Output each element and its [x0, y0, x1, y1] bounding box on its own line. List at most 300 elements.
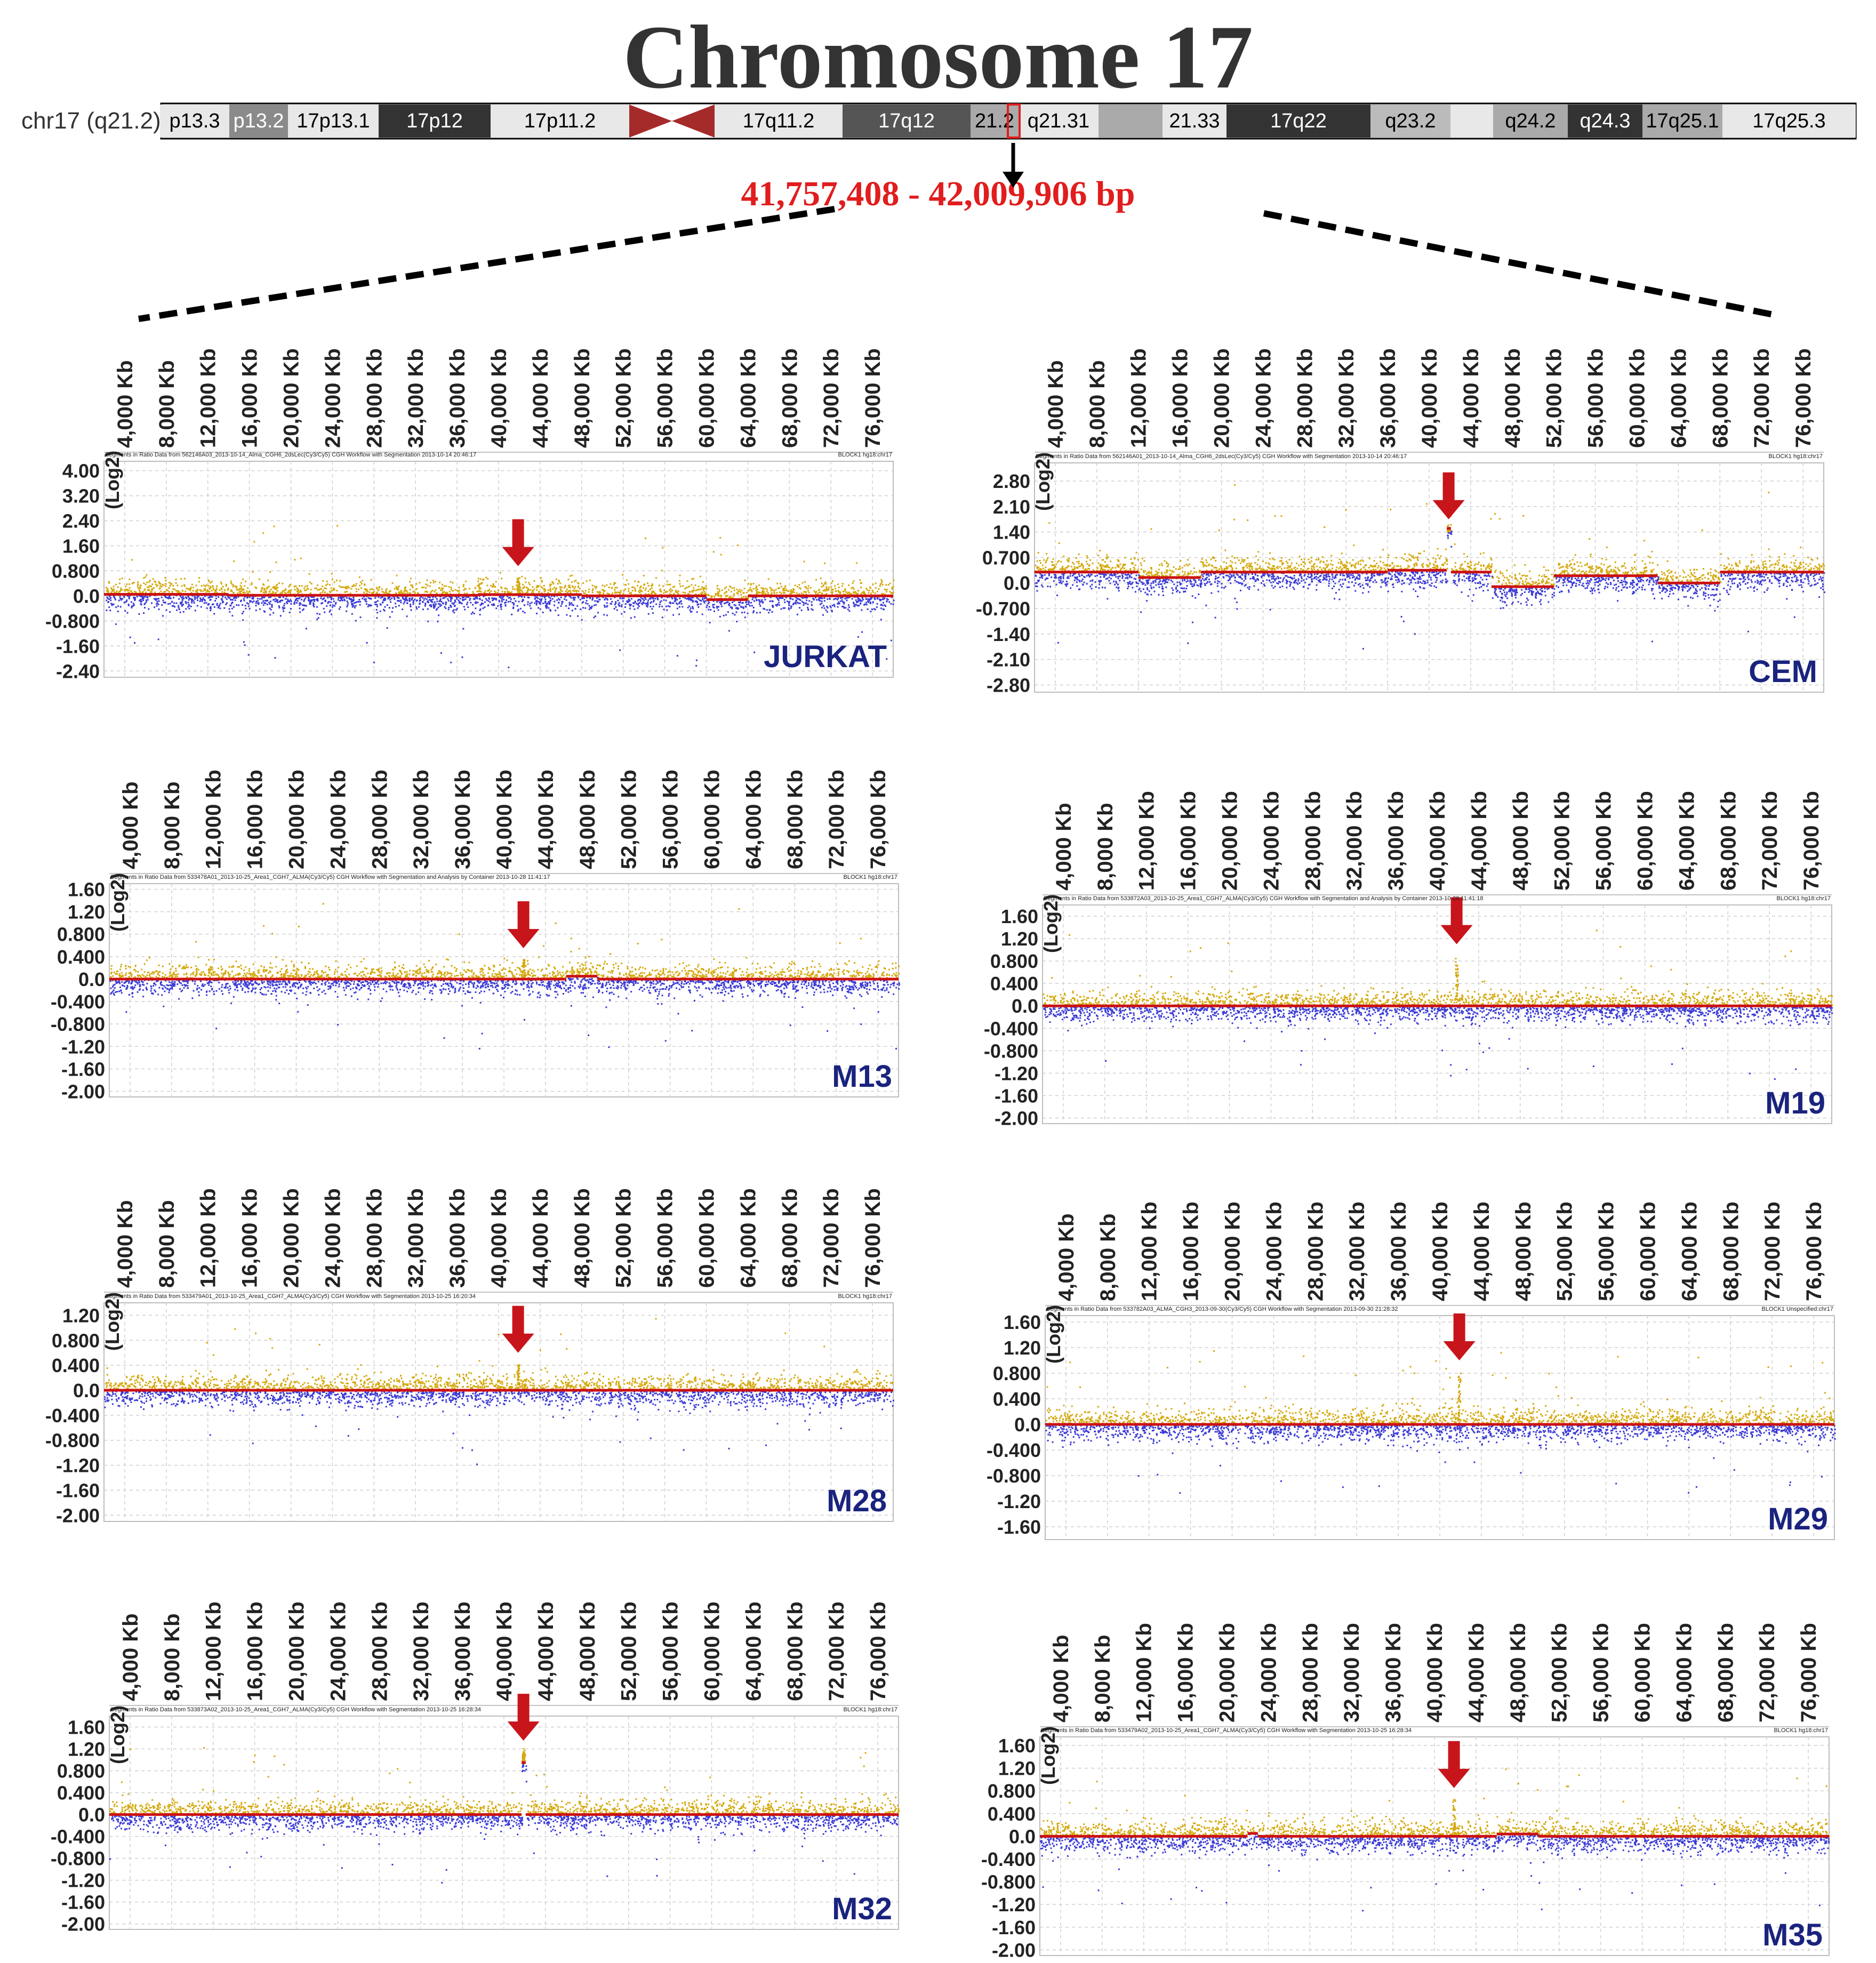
probe-point: [150, 586, 152, 587]
probe-point: [1086, 561, 1087, 563]
probe-point: [1234, 557, 1236, 559]
probe-point: [821, 593, 823, 595]
probe-point: [173, 597, 174, 598]
probe-point: [684, 592, 686, 594]
probe-point: [1150, 528, 1152, 530]
probe-point: [302, 610, 303, 611]
probe-point: [248, 605, 250, 607]
probe-point: [1527, 582, 1529, 583]
probe-point: [768, 578, 769, 580]
probe-point: [1651, 571, 1653, 573]
probe-point: [888, 584, 889, 586]
probe-point: [578, 583, 580, 584]
probe-point: [1045, 569, 1046, 571]
probe-point: [412, 591, 414, 592]
probe-point: [404, 587, 406, 589]
probe-point: [1080, 565, 1081, 567]
probe-point: [370, 589, 371, 590]
probe-point: [761, 600, 763, 602]
probe-point: [1361, 559, 1362, 561]
probe-point: [1511, 583, 1513, 584]
probe-point: [1281, 557, 1282, 559]
probe-point: [844, 590, 846, 591]
probe-point: [214, 606, 215, 608]
probe-point: [1047, 557, 1048, 559]
probe-point: [1356, 563, 1357, 564]
probe-point: [650, 606, 651, 607]
probe-point: [546, 603, 548, 605]
probe-point: [1120, 569, 1121, 571]
probe-point: [272, 612, 274, 614]
probe-point: [374, 597, 376, 599]
probe-point: [776, 583, 778, 584]
probe-point: [255, 605, 257, 606]
probe-point: [639, 599, 641, 600]
probe-point: [1770, 564, 1771, 566]
probe-point: [425, 587, 427, 589]
probe-point: [149, 580, 151, 581]
probe-point: [1295, 569, 1296, 571]
probe-point: [1817, 567, 1819, 569]
probe-point: [632, 602, 634, 604]
ideogram-band-label: p13.2: [233, 110, 284, 132]
probe-point: [798, 598, 799, 600]
probe-point: [615, 606, 616, 608]
probe-point: [195, 597, 196, 598]
probe-point: [641, 590, 643, 592]
probe-point: [499, 600, 500, 602]
probe-point: [501, 608, 502, 610]
probe-point: [204, 589, 205, 590]
probe-point: [299, 585, 300, 587]
probe-point: [555, 589, 557, 590]
probe-point: [270, 600, 271, 602]
probe-point: [1391, 562, 1393, 564]
probe-point: [735, 611, 737, 613]
probe-point: [453, 612, 455, 613]
probe-point: [635, 600, 636, 602]
probe-point: [602, 584, 604, 586]
probe-point: [1180, 560, 1181, 562]
probe-point: [557, 607, 558, 608]
probe-point: [214, 600, 216, 602]
probe-point: [427, 579, 428, 581]
probe-point: [148, 587, 150, 588]
probe-point: [260, 591, 262, 592]
probe-point: [446, 592, 448, 594]
probe-point: [797, 614, 798, 615]
probe-point: [567, 590, 569, 592]
probe-point: [150, 591, 152, 592]
probe-point: [1546, 580, 1548, 582]
probe-point: [156, 605, 157, 607]
probe-point: [204, 599, 205, 600]
probe-point: [780, 608, 782, 610]
probe-point: [1078, 560, 1080, 562]
probe-point: [1535, 581, 1537, 583]
probe-point: [548, 601, 550, 603]
probe-point: [356, 588, 357, 590]
probe-point: [316, 606, 318, 608]
probe-point: [1281, 562, 1283, 564]
probe-point: [1758, 565, 1759, 566]
probe-point: [206, 584, 207, 586]
probe-point: [1096, 567, 1098, 568]
probe-point: [462, 597, 463, 598]
probe-point: [1543, 574, 1545, 576]
probe-point: [293, 603, 295, 604]
probe-point: [270, 609, 272, 611]
probe-point: [861, 610, 862, 611]
probe-point: [870, 603, 871, 604]
probe-point: [857, 590, 859, 591]
probe-point: [488, 597, 490, 599]
probe-point: [325, 588, 327, 589]
probe-point: [1351, 565, 1352, 567]
probe-point: [1480, 568, 1482, 570]
probe-point: [651, 587, 653, 589]
probe-point: [1060, 568, 1061, 570]
probe-point: [1473, 568, 1474, 570]
probe-point: [1325, 568, 1326, 570]
probe-point: [847, 608, 849, 610]
probe-point: [456, 598, 458, 600]
probe-point: [521, 576, 523, 578]
probe-point: [328, 601, 330, 603]
probe-point: [478, 586, 480, 588]
probe-point: [317, 589, 318, 591]
probe-point: [134, 642, 135, 644]
probe-point: [1340, 566, 1341, 568]
probe-point: [619, 598, 621, 599]
probe-point: [223, 607, 225, 609]
probe-point: [1171, 573, 1172, 575]
probe-point: [147, 599, 149, 600]
probe-point: [422, 601, 423, 603]
probe-point: [445, 602, 446, 603]
ideogram-band-label: 21.2: [975, 110, 1014, 132]
probe-point: [458, 587, 460, 588]
probe-point: [437, 621, 438, 622]
probe-point: [812, 609, 814, 611]
probe-point: [255, 610, 257, 611]
probe-point: [816, 599, 817, 600]
probe-point: [278, 596, 280, 598]
probe-point: [691, 578, 693, 580]
probe-point: [556, 579, 557, 580]
probe-point: [1123, 564, 1124, 565]
probe-point: [784, 586, 786, 587]
probe-point: [304, 586, 306, 587]
probe-point: [680, 586, 682, 587]
probe-point: [212, 604, 213, 605]
probe-point: [629, 607, 631, 609]
probe-point: [536, 600, 538, 602]
probe-point: [1093, 570, 1094, 571]
probe-point: [331, 590, 332, 591]
probe-point: [1037, 566, 1038, 568]
probe-point: [594, 605, 595, 606]
probe-point: [453, 604, 454, 605]
probe-point: [350, 592, 351, 594]
probe-point: [518, 609, 519, 611]
probe-point: [1417, 556, 1418, 558]
probe-point: [568, 607, 570, 609]
probe-point: [619, 605, 620, 607]
probe-point: [175, 582, 177, 584]
probe-point: [773, 590, 775, 591]
probe-point: [1349, 562, 1351, 564]
probe-point: [1311, 557, 1312, 558]
probe-point: [1428, 565, 1429, 566]
probe-point: [1061, 567, 1063, 569]
probe-point: [758, 591, 759, 593]
probe-point: [1062, 569, 1063, 571]
probe-point: [435, 589, 436, 591]
probe-point: [458, 599, 459, 601]
probe-point: [772, 600, 773, 602]
probe-point: [284, 607, 285, 609]
probe-point: [833, 604, 835, 605]
probe-point: [1040, 562, 1041, 564]
probe-point: [1769, 556, 1770, 557]
probe-point: [467, 606, 469, 608]
probe-point: [172, 591, 173, 592]
probe-point: [1574, 563, 1575, 565]
probe-point: [801, 601, 803, 603]
probe-point: [478, 585, 480, 587]
probe-point: [1384, 567, 1385, 569]
probe-point: [298, 589, 299, 591]
probe-point: [526, 587, 527, 588]
probe-point: [1118, 565, 1119, 566]
probe-point: [501, 599, 503, 600]
probe-point: [222, 586, 224, 588]
probe-point: [643, 599, 645, 601]
probe-point: [1714, 570, 1716, 571]
probe-point: [1689, 576, 1691, 578]
y-axis-label: (Log2): [101, 451, 123, 509]
probe-point: [1674, 572, 1676, 573]
probe-point: [226, 598, 228, 600]
probe-point: [476, 591, 478, 592]
probe-point: [410, 589, 411, 590]
probe-point: [1247, 565, 1249, 566]
probe-point: [705, 588, 707, 589]
probe-point: [294, 559, 295, 560]
probe-point: [861, 631, 863, 633]
probe-point: [259, 608, 261, 610]
probe-point: [390, 601, 391, 603]
probe-point: [139, 600, 140, 602]
probe-point: [269, 614, 271, 615]
probe-point: [300, 590, 301, 591]
probe-point: [290, 603, 292, 605]
probe-point: [1076, 557, 1077, 559]
probe-point: [1728, 564, 1730, 565]
probe-point: [188, 608, 190, 610]
probe-point: [358, 599, 360, 600]
probe-point: [1106, 558, 1108, 559]
probe-point: [430, 582, 431, 583]
probe-point: [1319, 562, 1321, 563]
probe-point: [334, 605, 335, 606]
probe-point: [750, 584, 752, 586]
probe-point: [734, 614, 735, 615]
probe-point: [479, 610, 481, 611]
probe-point: [485, 576, 487, 578]
probe-point: [142, 599, 144, 601]
probe-point: [308, 597, 309, 598]
probe-point: [1058, 560, 1060, 562]
probe-point: [696, 611, 698, 613]
probe-point: [144, 607, 146, 608]
probe-point: [1117, 564, 1118, 566]
probe-point: [803, 604, 804, 606]
probe-point: [1489, 568, 1490, 570]
probe-point: [1548, 582, 1550, 583]
probe-point: [199, 597, 201, 599]
probe-point: [695, 600, 696, 602]
probe-point: [1187, 565, 1189, 566]
probe-point: [779, 597, 781, 599]
probe-point: [146, 599, 147, 601]
probe-point: [310, 589, 312, 590]
probe-point: [872, 590, 873, 591]
probe-point: [643, 584, 645, 586]
probe-point: [561, 601, 563, 603]
probe-point: [296, 602, 298, 604]
probe-point: [747, 613, 749, 614]
probe-point: [536, 589, 538, 591]
probe-point: [611, 587, 613, 588]
probe-point: [1251, 566, 1253, 567]
probe-point: [240, 582, 242, 584]
probe-point: [233, 586, 234, 588]
probe-point: [729, 603, 731, 604]
probe-point: [210, 608, 212, 610]
probe-point: [384, 598, 386, 599]
probe-point: [1383, 562, 1384, 564]
probe-point: [1200, 561, 1201, 563]
probe-point: [1218, 568, 1220, 570]
probe-point: [329, 591, 331, 592]
probe-point: [1753, 569, 1754, 571]
probe-point: [1164, 560, 1165, 562]
probe-point: [346, 611, 347, 612]
probe-point: [735, 607, 737, 609]
probe-point: [479, 614, 481, 615]
probe-point: [221, 598, 223, 600]
probe-point: [495, 607, 497, 609]
probe-point: [142, 597, 143, 598]
probe-point: [366, 603, 367, 605]
probe-point: [642, 598, 643, 600]
probe-point: [346, 597, 348, 599]
probe-point: [1718, 572, 1719, 573]
probe-point: [1184, 565, 1185, 566]
probe-point: [486, 584, 488, 586]
probe-point: [565, 585, 566, 587]
probe-point: [1751, 560, 1752, 562]
probe-point: [380, 611, 381, 612]
probe-point: [797, 598, 798, 599]
probe-point: [159, 588, 161, 589]
probe-point: [517, 584, 518, 586]
cnv-panel-jurkat: [43, 320, 939, 683]
probe-point: [565, 591, 567, 592]
probe-point: [1501, 584, 1503, 586]
probe-point: [1609, 565, 1611, 567]
probe-point: [188, 599, 190, 600]
probe-point: [633, 587, 635, 588]
probe-point: [111, 604, 113, 606]
probe-point: [1426, 503, 1428, 504]
probe-point: [269, 591, 270, 593]
probe-point: [513, 604, 515, 606]
probe-point: [330, 610, 331, 611]
probe-point: [541, 587, 543, 589]
probe-point: [231, 583, 233, 585]
ideogram-band-label: 17q22: [1270, 110, 1327, 132]
probe-point: [360, 587, 362, 589]
probe-point: [252, 597, 254, 599]
probe-point: [396, 586, 397, 588]
probe-point: [1799, 568, 1800, 570]
probe-point: [1707, 578, 1709, 580]
probe-point: [257, 598, 259, 599]
probe-point: [669, 590, 670, 591]
probe-point: [323, 598, 324, 599]
probe-point: [753, 610, 755, 612]
probe-point: [769, 587, 771, 588]
probe-point: [1072, 568, 1073, 570]
probe-point: [464, 598, 466, 600]
probe-point: [1330, 563, 1332, 565]
probe-point: [1569, 560, 1570, 562]
probe-point: [167, 590, 169, 591]
probe-point: [1591, 565, 1593, 567]
probe-point: [257, 603, 259, 604]
probe-point: [1530, 578, 1532, 579]
probe-point: [122, 578, 123, 579]
probe-point: [435, 596, 437, 598]
probe-point: [1332, 564, 1334, 566]
probe-point: [1246, 567, 1248, 568]
probe-point: [1567, 567, 1568, 569]
probe-point: [626, 600, 628, 602]
probe-point: [634, 616, 636, 618]
probe-point: [597, 591, 598, 592]
probe-point: [781, 597, 782, 599]
probe-point: [626, 579, 628, 581]
probe-point: [748, 602, 750, 603]
probe-point: [690, 607, 692, 609]
probe-point: [217, 603, 218, 604]
probe-point: [804, 586, 806, 588]
probe-point: [778, 599, 780, 601]
probe-point: [639, 592, 640, 594]
probe-point: [1590, 554, 1592, 555]
probe-point: [1768, 492, 1769, 493]
probe-point: [462, 599, 463, 600]
probe-point: [639, 602, 640, 604]
probe-point: [566, 614, 567, 616]
probe-point: [397, 589, 399, 590]
probe-point: [1560, 566, 1562, 568]
probe-point: [511, 614, 512, 615]
probe-point: [122, 598, 123, 599]
